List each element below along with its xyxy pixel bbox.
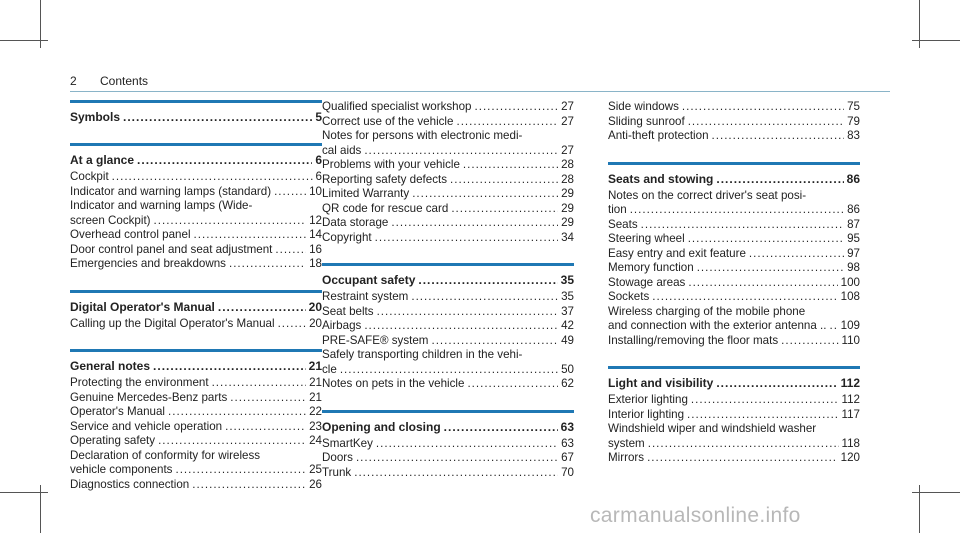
- toc-entry-label: and connection with the exterior antenna ..: [608, 319, 827, 332]
- toc-section: [608, 162, 860, 349]
- toc-entry[interactable]: [608, 393, 860, 408]
- leader-dots: [153, 358, 306, 374]
- toc-entry-label: Steering wheel: [608, 232, 685, 245]
- toc-entry[interactable]: [70, 228, 322, 243]
- toc-entry[interactable]: [322, 202, 574, 217]
- toc-entry-label: Data storage: [322, 216, 389, 229]
- toc-entry[interactable]: [608, 290, 860, 305]
- toc-section: [608, 100, 860, 144]
- toc-entry-page: 28: [561, 158, 574, 171]
- toc-entry[interactable]: [322, 158, 574, 173]
- running-title: Contents: [100, 74, 149, 88]
- toc-entry[interactable]: [70, 478, 322, 493]
- toc-entry-label: Doors: [322, 451, 353, 464]
- section-heading[interactable]: [70, 152, 322, 168]
- section-heading[interactable]: [322, 419, 574, 435]
- leader-dots: [647, 451, 838, 466]
- section-title: Seats and stowing: [608, 171, 714, 186]
- leader-dots: [364, 144, 558, 159]
- leader-dots: [688, 276, 837, 291]
- toc-column-2: [322, 100, 574, 498]
- leader-dots: [648, 437, 839, 452]
- toc-entry[interactable]: [322, 305, 574, 320]
- toc-entry-page: 23: [309, 419, 322, 433]
- toc-entry-page: 28: [561, 172, 574, 186]
- toc-entry-label: Overhead control panel: [70, 228, 191, 241]
- toc-entry[interactable]: [322, 100, 574, 115]
- toc-entry-page: 21: [309, 390, 322, 404]
- crop-mark: [912, 40, 960, 41]
- toc-entry-page: 10: [309, 184, 322, 198]
- leader-dots: [230, 391, 306, 406]
- toc-entry-line[interactable]: Windshield wiper and windshield washer: [608, 422, 817, 435]
- leader-dots: [716, 171, 843, 187]
- leader-dots: [688, 115, 844, 130]
- toc-entry[interactable]: [322, 466, 574, 481]
- toc-entry-label: Notes on pets in the vehicle: [322, 377, 465, 390]
- toc-entry[interactable]: [70, 185, 322, 200]
- toc-entry[interactable]: [70, 170, 322, 185]
- toc-entry-page: 20: [309, 316, 322, 330]
- toc-entry-page: 97: [847, 246, 860, 260]
- leader-dots: [123, 109, 312, 125]
- toc-section: [608, 366, 860, 466]
- section-page-number: 86: [846, 171, 860, 186]
- toc-entry-label: cle: [322, 362, 337, 376]
- toc-entry-page: 42: [561, 319, 574, 332]
- toc-entry-label: Cockpit: [70, 170, 109, 183]
- toc-entry[interactable]: [608, 437, 860, 452]
- section-heading[interactable]: [322, 272, 574, 288]
- toc-entry-page: 16: [309, 242, 322, 256]
- toc-section: [322, 410, 574, 481]
- toc-entry-label: Stowage areas: [608, 275, 686, 289]
- toc-entry[interactable]: [322, 319, 574, 334]
- toc-entry[interactable]: [70, 257, 322, 272]
- toc-entry[interactable]: [322, 363, 574, 378]
- leader-dots: [630, 203, 844, 218]
- toc-entry-label: Sliding sunroof: [608, 114, 685, 128]
- toc-entry-label: QR code for rescue card: [322, 201, 449, 215]
- toc-entry-page: 108: [840, 290, 860, 303]
- toc-section: [70, 349, 322, 492]
- crop-mark: [912, 492, 960, 493]
- toc-entry[interactable]: [608, 100, 860, 115]
- section-rule: [608, 162, 860, 165]
- section-page-number: 6: [315, 153, 322, 167]
- toc-entry[interactable]: [322, 187, 574, 202]
- toc-entry-label: Reporting safety defects: [322, 172, 448, 186]
- leader-dots: [652, 290, 837, 305]
- toc-entry-label: Airbags: [322, 319, 362, 332]
- leader-dots: [451, 202, 558, 217]
- toc-entry[interactable]: [608, 319, 860, 334]
- section-rule: [322, 263, 574, 266]
- leader-dots: [418, 272, 557, 288]
- section-page-number: 5: [315, 110, 322, 124]
- toc-entry[interactable]: [608, 276, 860, 291]
- leader-dots: [225, 420, 306, 435]
- section-title: Occupant safety: [322, 273, 416, 287]
- toc-entry-page: 87: [847, 217, 860, 231]
- toc-entry-label: Service and vehicle operation: [70, 419, 223, 433]
- toc-entry-line[interactable]: Indicator and warning lamps (Wide-: [70, 199, 253, 212]
- toc-entry-page: 67: [561, 451, 574, 464]
- toc-entry-page: 70: [561, 465, 574, 479]
- toc-entry-page: 118: [841, 436, 860, 450]
- toc-entry-page: 110: [841, 333, 860, 347]
- toc-section: [70, 100, 322, 125]
- toc-entry-page: 79: [847, 114, 860, 128]
- section-rule: [70, 290, 322, 293]
- toc-entry-label: PRE-SAFE® system: [322, 333, 429, 347]
- leader-dots: [218, 299, 306, 315]
- toc-entry[interactable]: [608, 232, 860, 247]
- section-title: Opening and closing: [322, 419, 441, 434]
- toc-entry-page: 75: [847, 100, 860, 113]
- leader-dots: [278, 317, 307, 332]
- toc-entry-label: Protecting the environment: [70, 376, 209, 389]
- crop-mark: [0, 40, 48, 41]
- toc-entry-label: Operator's Manual: [70, 405, 166, 418]
- toc-entry-label: Emergencies and breakdowns: [70, 257, 226, 270]
- toc-entry[interactable]: [70, 391, 322, 406]
- section-heading[interactable]: [70, 358, 322, 374]
- toc-entry-page: 12: [309, 213, 322, 227]
- toc-entry-label: Interior lighting: [608, 407, 685, 421]
- toc-entry[interactable]: [322, 437, 574, 452]
- leader-dots: [687, 408, 838, 423]
- toc-entry-page: 95: [847, 232, 860, 245]
- leader-dots: [830, 319, 838, 334]
- toc-entry-page: 98: [847, 261, 860, 274]
- toc-entry-page: 100: [840, 275, 860, 289]
- toc-entry-page: 35: [561, 290, 574, 303]
- toc-entry-label: Correct use of the vehicle: [322, 114, 454, 128]
- header-rule: [70, 91, 890, 92]
- toc-entry-label: Side windows: [608, 100, 679, 113]
- leader-dots: [431, 334, 558, 349]
- leader-dots: [697, 261, 844, 276]
- toc-entry[interactable]: [70, 420, 322, 435]
- toc-entry[interactable]: [608, 334, 860, 349]
- section-title: General notes: [70, 359, 151, 373]
- toc-entry[interactable]: [322, 451, 574, 466]
- leader-dots: [194, 228, 307, 243]
- section-heading[interactable]: [608, 375, 860, 391]
- toc-entry-line[interactable]: Notes for persons with electronic medi-: [322, 129, 523, 142]
- toc-entry-label: Easy entry and exit feature: [608, 246, 746, 260]
- toc-entry-line[interactable]: Notes on the correct driver's seat posi-: [608, 188, 807, 202]
- toc-entry[interactable]: [322, 377, 574, 392]
- leader-dots: [154, 214, 307, 229]
- toc-entry-page: 120: [840, 451, 860, 464]
- section-heading[interactable]: [70, 109, 322, 125]
- toc-entry[interactable]: [322, 173, 574, 188]
- toc-entry-page: 62: [561, 377, 574, 390]
- leader-dots: [450, 173, 558, 188]
- toc-entry[interactable]: [322, 115, 574, 130]
- toc-entry-line[interactable]: Wireless charging of the mobile phone: [608, 304, 806, 318]
- toc-entry-label: cal aids: [322, 143, 362, 157]
- leader-dots: [682, 100, 844, 115]
- leader-dots: [688, 232, 844, 247]
- leader-dots: [168, 405, 306, 420]
- section-page-number: 35: [560, 273, 574, 287]
- leader-dots: [391, 216, 558, 231]
- leader-dots: [411, 290, 558, 305]
- toc-entry-page: 27: [561, 100, 574, 113]
- section-rule: [608, 366, 860, 369]
- toc-entry-page: 27: [561, 114, 574, 128]
- leader-dots: [354, 466, 558, 481]
- toc-entry-page: 29: [561, 187, 574, 200]
- toc-entry-label: Installing/removing the floor mats: [608, 333, 779, 347]
- toc-entry-label: Diagnostics connection: [70, 477, 190, 491]
- toc-entry-page: 112: [841, 393, 860, 406]
- toc-column-1: [70, 100, 322, 510]
- toc-entry-label: Door control panel and seat adjustment: [70, 242, 273, 256]
- toc-section: [70, 143, 322, 272]
- toc-entry[interactable]: [70, 243, 322, 258]
- leader-dots: [463, 158, 558, 173]
- toc-entry-label: Memory function: [608, 261, 694, 274]
- section-rule: [70, 143, 322, 146]
- toc-entry-label: Mirrors: [608, 451, 645, 464]
- toc-entry-label: Seats: [608, 217, 638, 231]
- leader-dots: [158, 434, 306, 449]
- leader-dots: [175, 463, 306, 478]
- toc-entry-page: 29: [561, 216, 574, 229]
- toc-entry-label: SmartKey: [322, 436, 373, 450]
- toc-entry-label: Indicator and warning lamps (standard): [70, 184, 272, 198]
- toc-entry[interactable]: [608, 247, 860, 262]
- toc-entry-page: 37: [561, 304, 574, 318]
- toc-section: [322, 100, 574, 245]
- toc-entry[interactable]: [608, 203, 860, 218]
- toc-entry-page: 50: [561, 362, 574, 376]
- crop-mark: [0, 492, 48, 493]
- section-page-number: 112: [840, 376, 860, 390]
- toc-entry-page: 21: [309, 376, 322, 389]
- toc-entry-label: Copyright: [322, 230, 372, 244]
- toc-entry-label: Anti-theft protection: [608, 129, 709, 142]
- toc-entry[interactable]: [70, 463, 322, 478]
- leader-dots: [137, 152, 312, 168]
- toc-entry-label: tion: [608, 203, 627, 216]
- leader-dots: [475, 100, 559, 115]
- toc-entry-line[interactable]: Declaration of conformity for wireless: [70, 448, 261, 462]
- toc-entry-label: Exterior lighting: [608, 393, 688, 406]
- toc-entry[interactable]: [70, 317, 322, 332]
- toc-entry[interactable]: [608, 451, 860, 466]
- leader-dots: [716, 375, 837, 391]
- toc-entry-label: screen Cockpit): [70, 213, 151, 227]
- section-rule: [70, 349, 322, 352]
- toc-entry[interactable]: [608, 218, 860, 233]
- toc-section: [70, 290, 322, 332]
- toc-column-3: [608, 100, 860, 484]
- toc-entry-label: vehicle components: [70, 463, 173, 476]
- page-header: [70, 74, 890, 94]
- leader-dots: [712, 129, 845, 144]
- section-page-number: 21: [308, 359, 322, 373]
- toc-entry[interactable]: [322, 290, 574, 305]
- toc-entry-line[interactable]: Safely transporting children in the vehi-: [322, 348, 523, 361]
- toc-entry-label: Qualified specialist workshop: [322, 100, 472, 113]
- section-rule: [322, 410, 574, 413]
- leader-dots: [364, 319, 558, 334]
- section-title: Digital Operator's Manual: [70, 299, 215, 314]
- toc-entry-page: 14: [309, 228, 322, 241]
- section-heading[interactable]: [70, 299, 322, 315]
- section-heading[interactable]: [608, 171, 860, 187]
- leader-dots: [112, 170, 313, 185]
- toc-entry[interactable]: [322, 144, 574, 159]
- toc-section: [322, 263, 574, 392]
- toc-entry-page: 6: [315, 170, 322, 183]
- toc-entry-label: Genuine Mercedes-Benz parts: [70, 390, 228, 404]
- leader-dots: [274, 185, 306, 200]
- section-page-number: 20: [308, 299, 322, 314]
- page-number: 2: [70, 74, 77, 88]
- section-title: Light and visibility: [608, 376, 714, 390]
- watermark-text: carmanualsonline.info: [590, 504, 801, 527]
- toc-entry-page: 49: [561, 333, 574, 347]
- section-title: At a glance: [70, 153, 135, 167]
- leader-dots: [467, 377, 558, 392]
- toc-entry-label: system: [608, 436, 645, 450]
- toc-entry-label: Limited Warranty: [322, 187, 410, 200]
- section-page-number: 63: [560, 419, 574, 434]
- toc-entry[interactable]: [608, 261, 860, 276]
- leader-dots: [749, 247, 844, 262]
- toc-entry-page: 63: [561, 436, 574, 450]
- leader-dots: [781, 334, 838, 349]
- toc-entry-label: Sockets: [608, 290, 650, 303]
- toc-entry[interactable]: [608, 115, 860, 130]
- toc-entry-page: 34: [561, 230, 574, 244]
- toc-entry-page: 109: [840, 319, 860, 332]
- leader-dots: [340, 363, 558, 378]
- toc-entry[interactable]: [70, 214, 322, 229]
- toc-entry-page: 26: [309, 477, 322, 491]
- leader-dots: [375, 231, 558, 246]
- toc-entry-label: Problems with your vehicle: [322, 158, 460, 171]
- toc-entry-label: Seat belts: [322, 304, 374, 318]
- toc-entry-page: 18: [309, 257, 322, 270]
- toc-entry[interactable]: [70, 434, 322, 449]
- leader-dots: [275, 243, 306, 258]
- leader-dots: [456, 115, 558, 130]
- leader-dots: [229, 257, 306, 272]
- toc-entry[interactable]: [70, 376, 322, 391]
- toc-entry-label: Trunk: [322, 465, 352, 479]
- leader-dots: [377, 305, 559, 320]
- toc-entry-label: Operating safety: [70, 434, 156, 447]
- leader-dots: [444, 419, 558, 435]
- toc-entry-label: Calling up the Digital Operator's Manual: [70, 316, 275, 330]
- leader-dots: [356, 451, 558, 466]
- toc-entry[interactable]: [322, 334, 574, 349]
- leader-dots: [691, 393, 839, 408]
- section-title: Symbols: [70, 110, 121, 124]
- toc-entry-page: 29: [561, 201, 574, 215]
- toc-entry-page: 27: [561, 143, 574, 157]
- toc-entry[interactable]: [322, 216, 574, 231]
- toc-entry[interactable]: [70, 405, 322, 420]
- toc-entry-page: 83: [847, 129, 860, 142]
- leader-dots: [412, 187, 558, 202]
- toc-entry-page: 117: [841, 407, 860, 421]
- section-rule: [70, 100, 322, 103]
- toc-entry-page: 24: [309, 434, 322, 447]
- toc-entry[interactable]: [322, 231, 574, 246]
- toc-entry[interactable]: [608, 408, 860, 423]
- leader-dots: [641, 218, 844, 233]
- leader-dots: [376, 437, 558, 452]
- leader-dots: [192, 478, 306, 493]
- leader-dots: [212, 376, 307, 391]
- toc-entry-page: 86: [847, 203, 860, 216]
- toc-entry-page: 25: [309, 463, 322, 476]
- toc-entry-label: Restraint system: [322, 290, 409, 303]
- toc-entry[interactable]: [608, 129, 860, 144]
- toc-entry-page: 22: [309, 405, 322, 418]
